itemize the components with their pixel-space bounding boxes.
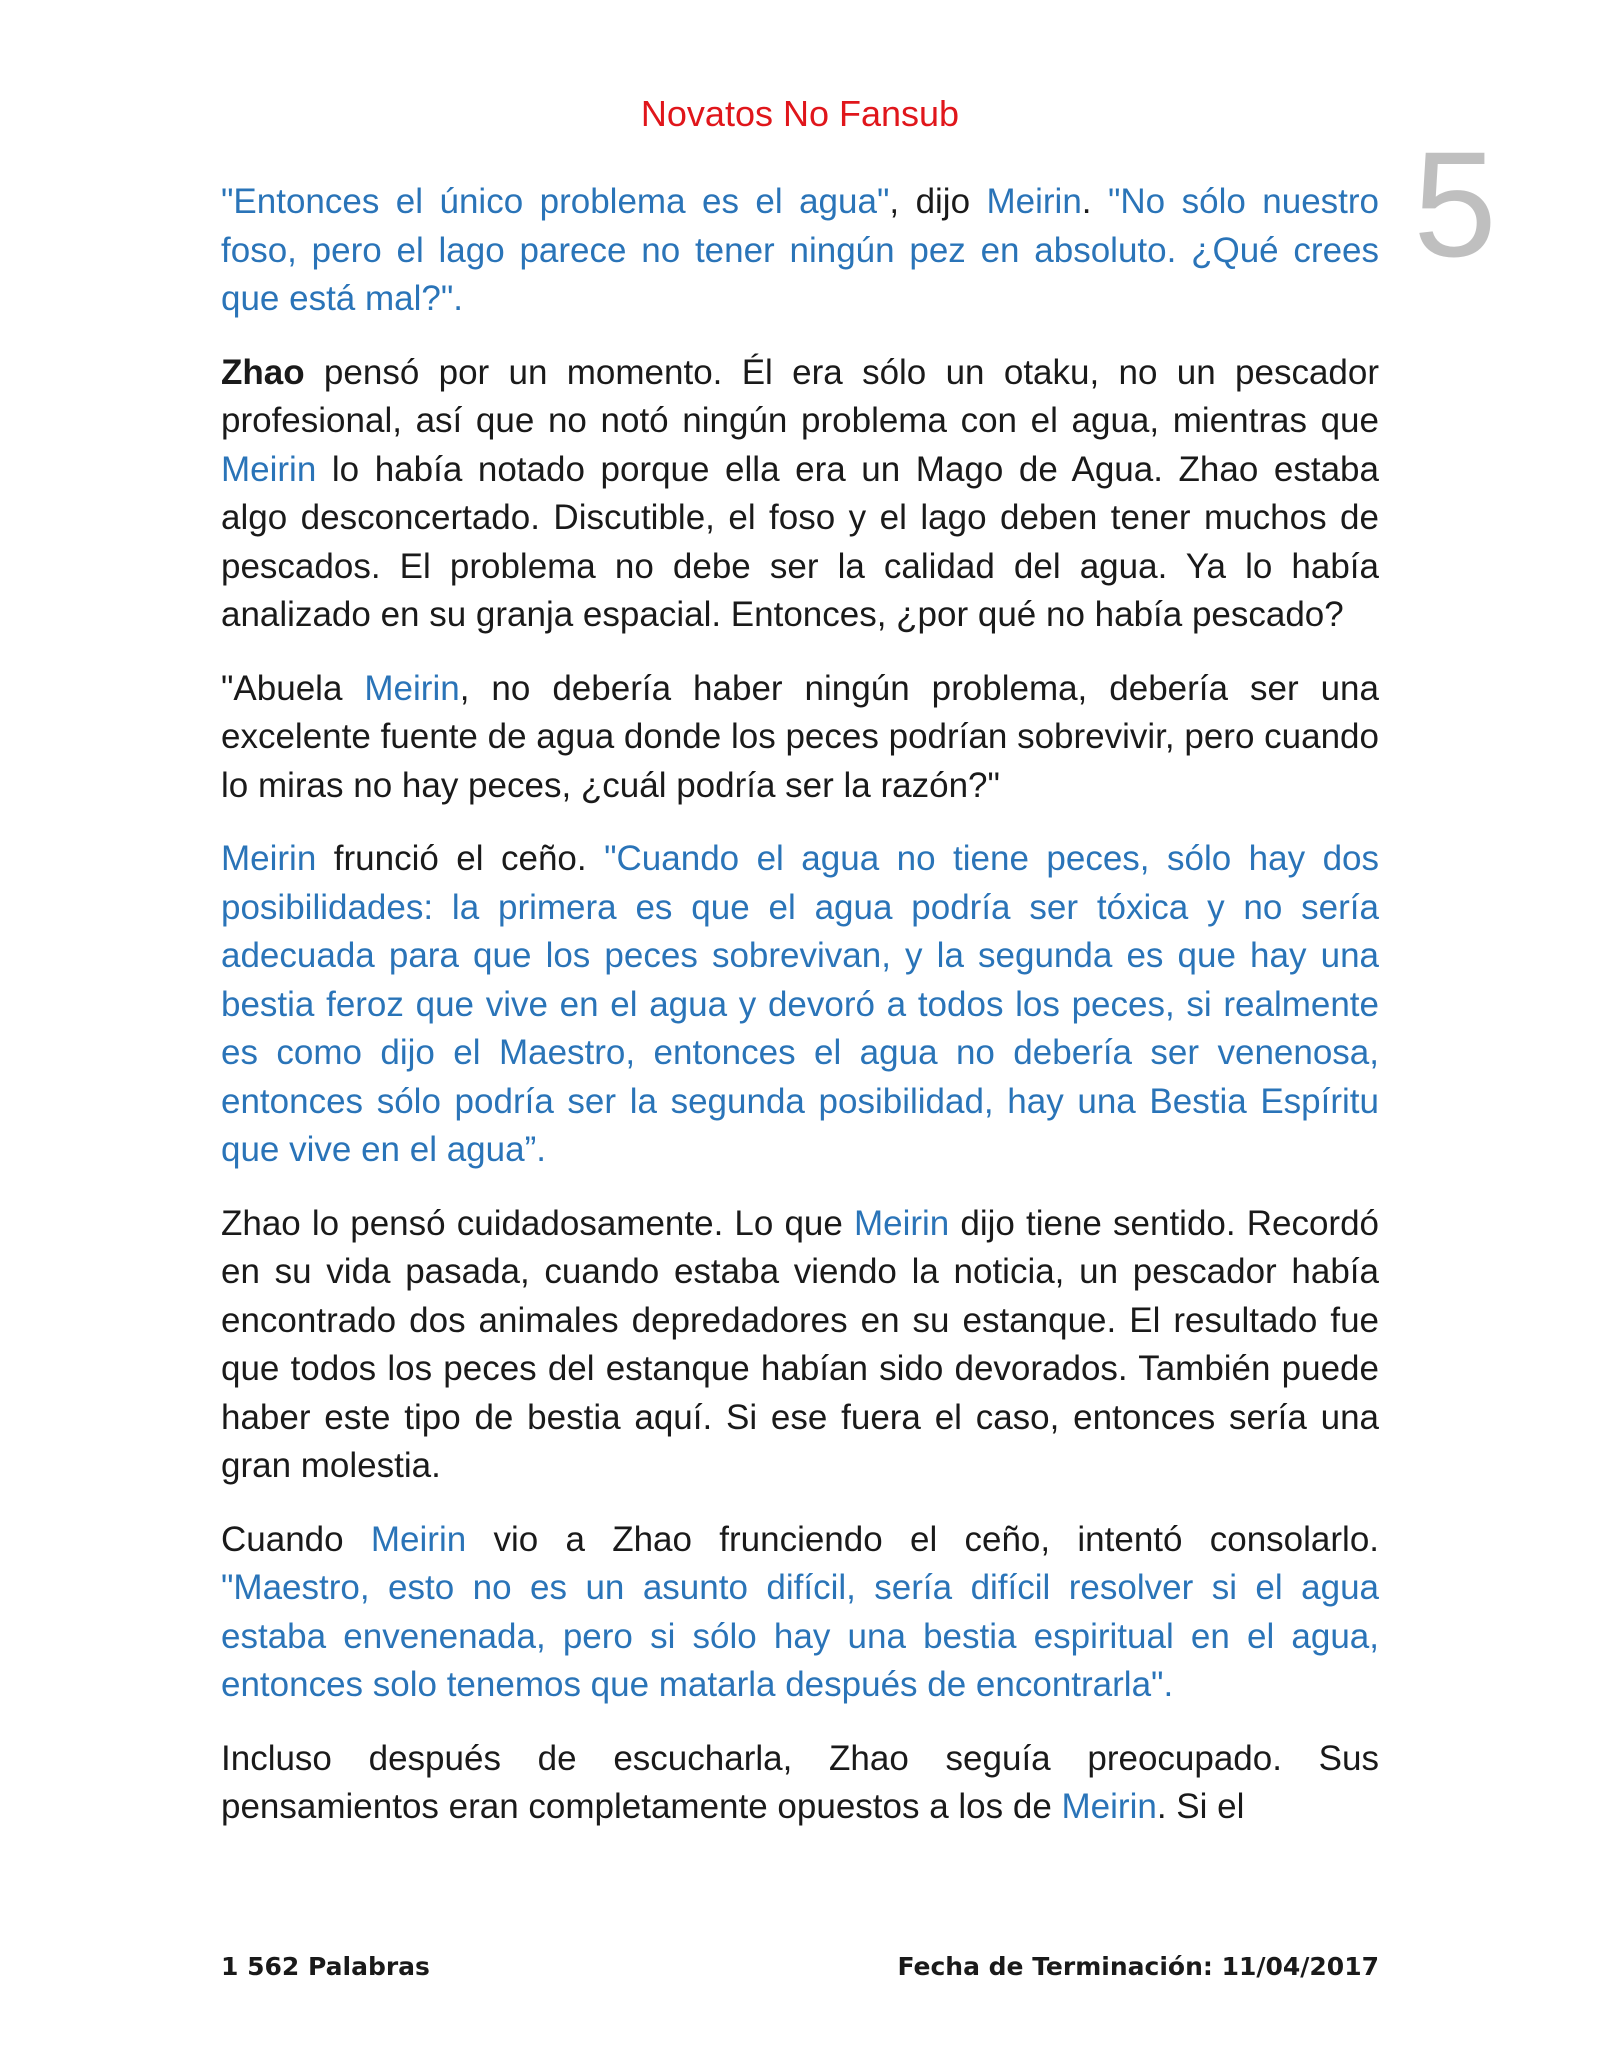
text-segment: , dijo <box>889 182 987 221</box>
text-segment: "Entonces el único problema es el agua" <box>221 182 890 221</box>
text-segment: Cuando <box>221 1519 371 1559</box>
text-segment: frunció el ceño. <box>316 839 605 878</box>
text-segment: . Si el <box>1156 1787 1245 1826</box>
paragraph-1 <box>221 178 1379 324</box>
text-segment: . <box>1081 182 1108 221</box>
paragraph-6 <box>221 1516 1379 1710</box>
word-count: 1 562 Palabras <box>221 1952 430 1981</box>
paragraph-3 <box>221 665 1379 811</box>
text-segment: Incluso después de escucharla, Zhao seguía preocupado. Sus pensamientos eran completamente opuestos a los de <box>221 1738 1379 1826</box>
text-segment: pensó por un momento. Él era sólo un otaku, no un pescador profesional, así que no notó ningún problema con el agua, mientras que <box>221 352 1379 440</box>
character-name-meirin: Meirin <box>364 668 460 708</box>
text-segment: , no debería haber ningún problema, debería ser una excelente fuente de agua donde los peces podrían sobrevivir, pero cuando lo miras no hay peces, ¿cuál podría ser la razón?" <box>221 668 1379 805</box>
text-segment: Zhao lo pensó cuidadosamente. Lo que <box>221 1203 854 1243</box>
paragraph-5 <box>221 1200 1379 1491</box>
text-segment: lo había notado porque ella era un Mago de Agua. Zhao estaba algo desconcertado. Discutible, el foso y el lago deben tener muchos de pescados. El problema no debe ser la calidad del agua. Ya lo había analizado en su granja espacial. Entonces, ¿por qué no había pescado? <box>221 449 1379 634</box>
character-name-meirin: Meirin <box>221 839 317 878</box>
page-header-title: Novatos No Fansub <box>640 93 960 134</box>
text-segment: "Maestro, esto no es un asunto difícil, sería difícil resolver si el agua estaba envenenada, pero si sólo hay una bestia espiritual en el agua, entonces solo tenemos que matarla después de encontrarla". <box>221 1568 1379 1704</box>
character-name-zhao: Zhao <box>221 352 305 392</box>
text-segment: dijo tiene sentido. Recordó en su vida pasada, cuando estaba viendo la noticia, un pescador había encontrado dos animales depredadores en su estanque. El resultado fue que todos los peces del estanque habían sido devorados. También puede haber este tipo de bestia aquí. Si ese fuera el caso, entonces sería una gran molestia. <box>221 1203 1380 1485</box>
paragraph-4 <box>221 835 1379 1175</box>
paragraph-7 <box>221 1735 1379 1832</box>
document-body <box>221 178 1379 1857</box>
page-number: 5 <box>1413 120 1497 288</box>
text-segment: "Cuando el agua no tiene peces, sólo hay dos posibilidades: la primera es que el agua podría ser tóxica y no sería adecuada para que los peces sobrevivan, y la segunda es que hay una bestia feroz que vive en el agua y devoró a todos los peces, si realmente es como dijo el Maestro, entonces el agua no debería ser venenosa, entonces sólo podría ser la segunda posibilidad, hay una Bestia Espíritu que vive en el agua”. <box>221 839 1379 1169</box>
character-name-meirin: Meirin <box>370 1519 467 1559</box>
character-name-meirin: Meirin <box>1061 1787 1157 1826</box>
text-segment: "No sólo nuestro foso, pero el lago parece no tener ningún pez en absoluto. ¿Qué crees que está mal?". <box>221 182 1380 318</box>
character-name-meirin: Meirin <box>853 1203 950 1243</box>
text-segment: vio a Zhao frunciendo el ceño, intentó consolarlo. <box>466 1519 1380 1559</box>
character-name-meirin: Meirin <box>221 449 317 489</box>
paragraph-2 <box>221 349 1379 640</box>
completion-date: Fecha de Terminación: 11/04/2017 <box>897 1952 1379 1981</box>
text-segment: "Abuela <box>221 668 365 708</box>
character-name-meirin: Meirin <box>986 182 1082 221</box>
